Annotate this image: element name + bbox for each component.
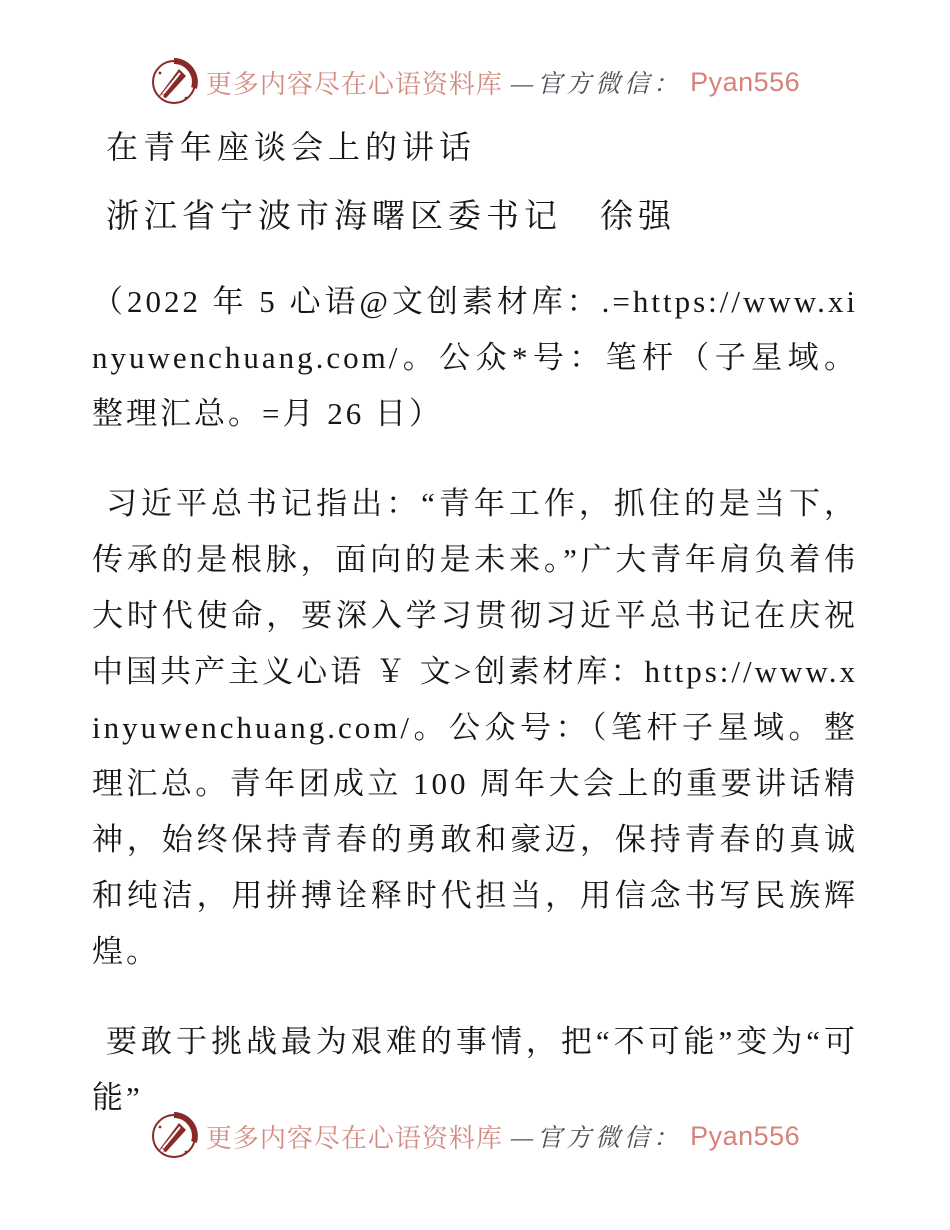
paragraph-source-note: （2022 年 5 心语@文创素材库：.=https://www.xinyuwenchuang.com/。公众*号：笔杆（子星域。整理汇总。=月 26 日） xyxy=(92,283,858,431)
pen-circle-logo-icon xyxy=(150,58,198,106)
paragraph-closing: 要敢于挑战最为艰难的事情，把“不可能”变为“可能” xyxy=(92,1023,858,1115)
watermark-separator: —官方微信： xyxy=(510,71,683,98)
doc-byline: 浙江省宁波市海曙区委书记 徐强 xyxy=(106,199,676,236)
doc-title: 在青年座谈会上的讲话 xyxy=(106,129,477,165)
watermark-header xyxy=(0,58,950,106)
watermark-site-text: 更多内容尽在心语资料库 xyxy=(205,69,503,99)
watermark-wechat-id: Pyan556 xyxy=(690,1120,801,1151)
watermark-wechat-id: Pyan556 xyxy=(690,66,801,97)
paragraph-body: 习近平总书记指出：“青年工作，抓住的是当下，传承的是根脉，面向的是未来。”广大青年肩负着伟大时代使命，要深入学习贯彻习近平总书记在庆祝中国共产主义心语 ￥ 文>创素材库：https://www.xinyuwenchuang.com/。公众号：（笔杆子星域。整理汇总。青年团成立 100 周年大会上的重要讲话精神，始终保持青春的勇敢和豪迈，保持青春的真诚和纯洁，用拼搏诠释时代担当，用信念书写民族辉煌。 xyxy=(92,485,858,969)
watermark-separator: —官方微信： xyxy=(510,1125,683,1152)
watermark-site-text: 更多内容尽在心语资料库 xyxy=(205,1123,503,1153)
pen-circle-logo-icon xyxy=(150,1112,198,1160)
watermark-footer xyxy=(0,1112,950,1160)
